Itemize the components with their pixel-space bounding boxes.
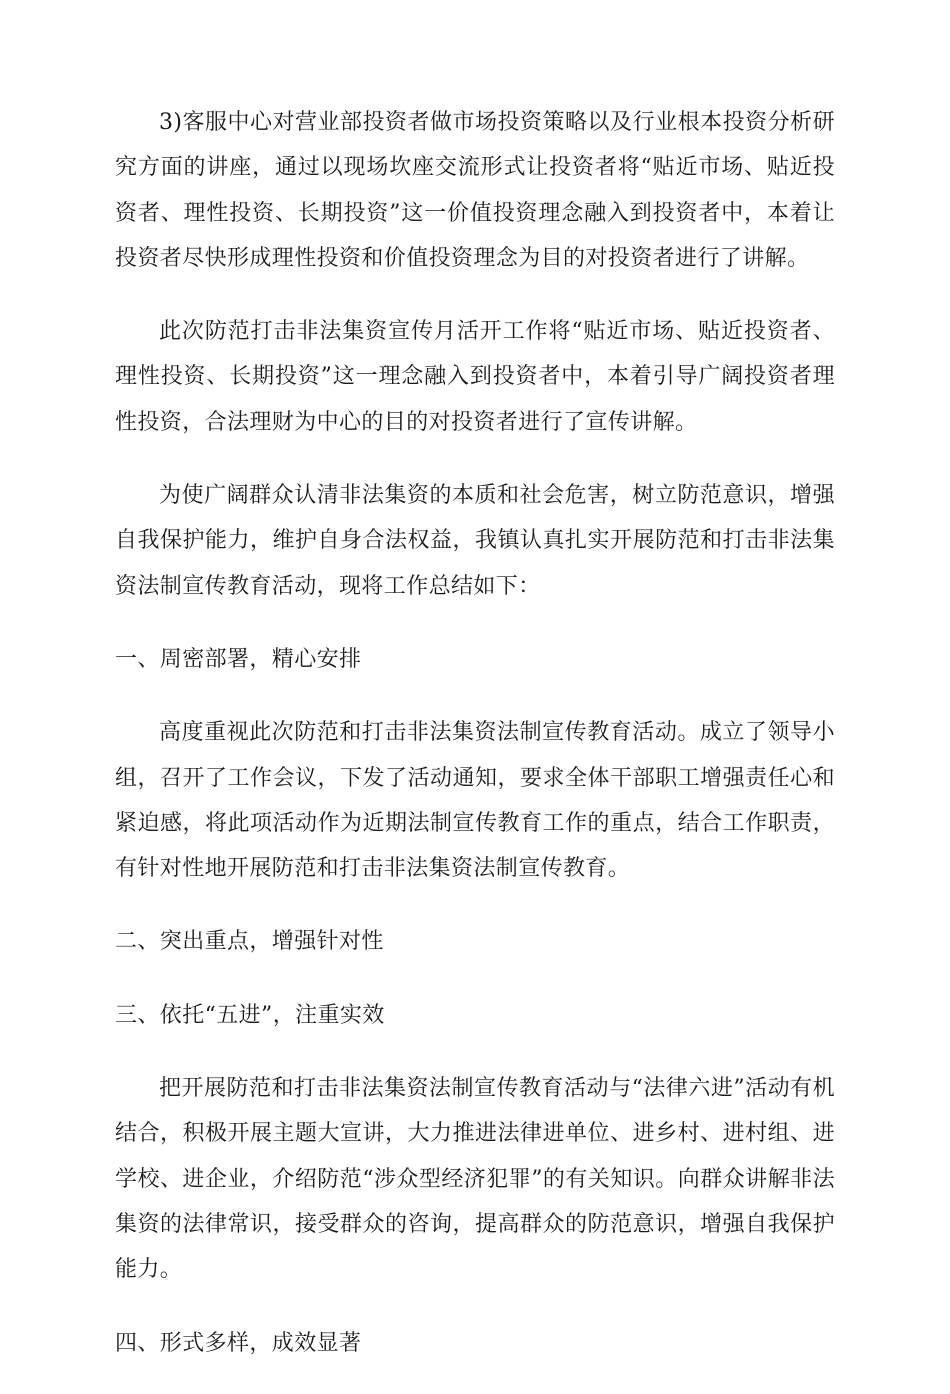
section-heading-3: 三、依托“五进”，注重实效	[115, 1002, 385, 1028]
paragraph-investor-lecture: 3)客服中心对营业部投资者做市场投资策略以及行业根本投资分析研究方面的讲座，通过以现场坎座交流形式让投资者将“贴近市场、贴近投资者、理性投资、长期投资”这一价值投资理念融入到投资者中，本着让投资者尽快形成理性投资和价值投资理念为目的对投资者进行了讲解。	[115, 110, 835, 271]
section-heading-4: 四、形式多样，成效显著	[115, 1330, 362, 1356]
paragraph-section-3: 把开展防范和打击非法集资法制宣传教育活动与“法律六进”活动有机结合，积极开展主题大宣讲，大力推进法律进单位、进乡村、进村组、进学校、进企业，介绍防范“涉众型经济犯罪”的有关知识。向群众讲解非法集资的法律常识，接受群众的咨询，提高群众的防范意识，增强自我保护能力。	[115, 1076, 835, 1283]
paragraph-campaign-month: 此次防范打击非法集资宣传月活开工作将“贴近市场、贴近投资者、理性投资、长期投资”这一理念融入到投资者中，本着引导广阔投资者理性投资，合法理财为中心的目的对投资者进行了宣传讲解。	[115, 319, 835, 435]
paragraph-section-1: 高度重视此次防范和打击非法集资法制宣传教育活动。成立了领导小组，召开了工作会议，下发了活动通知，要求全体干部职工增强责任心和紧迫感，将此项活动作为近期法制宣传教育工作的重点，结合工作职责，有针对性地开展防范和打击非法集资法制宣传教育。	[115, 720, 835, 882]
document-page	[115, 100, 835, 1394]
section-heading-1: 一、周密部署，精心安排	[115, 646, 362, 672]
paragraph-summary-intro: 为使广阔群众认清非法集资的本质和社会危害，树立防范意识，增强自我保护能力，维护自身合法权益，我镇认真扎实开展防范和打击非法集资法制宣传教育活动，现将工作总结如下：	[115, 483, 835, 599]
section-heading-2: 二、突出重点，增强针对性	[115, 929, 384, 955]
